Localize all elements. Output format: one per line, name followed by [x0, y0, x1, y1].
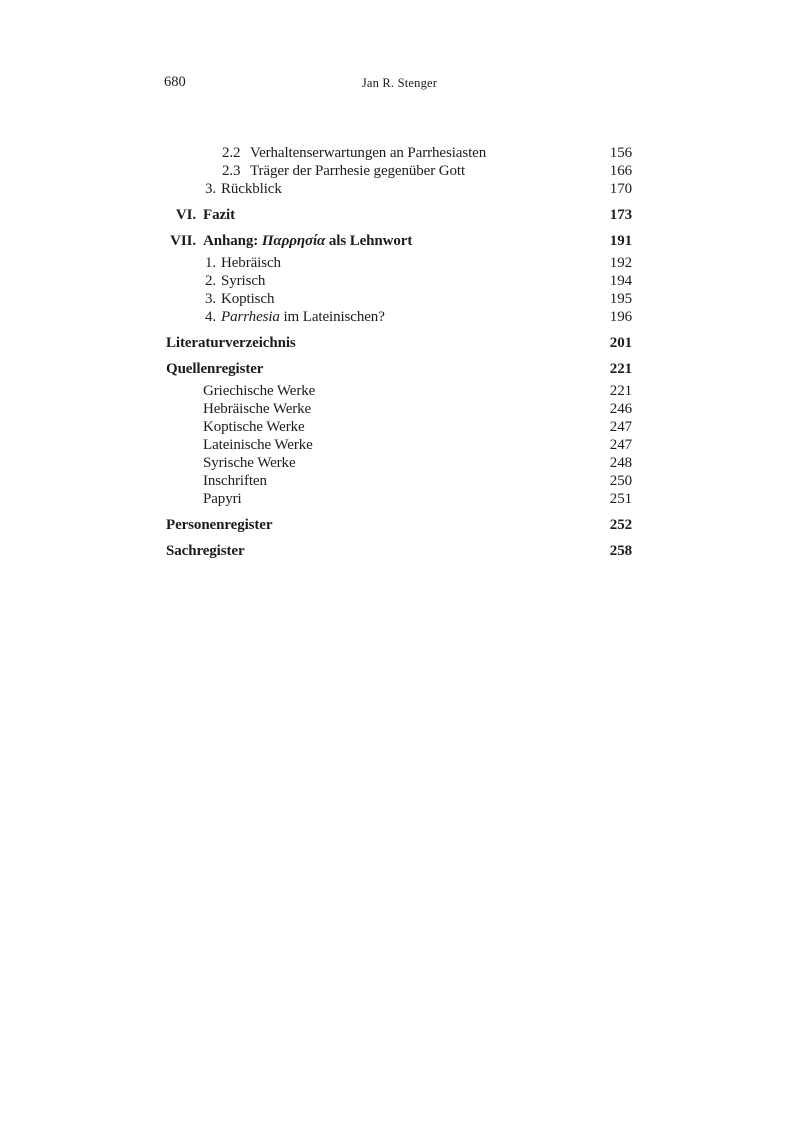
entry-page: 221	[609, 361, 632, 377]
entry-title-part: als Lehnwort	[325, 233, 413, 249]
entry-title: Hebräisch	[221, 255, 281, 271]
entry-title: Sachregister	[166, 543, 245, 559]
toc-entry	[166, 542, 632, 560]
entry-title	[203, 232, 412, 250]
toc-entry	[166, 254, 632, 272]
entry-page: 196	[609, 309, 632, 325]
entry-page: 201	[609, 335, 632, 351]
toc-entry	[166, 360, 632, 378]
toc-entry	[166, 436, 632, 454]
entry-title-part: im Lateinischen?	[279, 309, 385, 325]
entry-title	[221, 308, 385, 326]
entry-number: 2.2	[222, 145, 241, 161]
entry-title: Syrisch	[221, 273, 266, 289]
toc-entry	[166, 144, 632, 162]
toc-entry	[166, 400, 632, 418]
entry-page: 192	[609, 255, 632, 271]
entry-page: 221	[609, 383, 632, 399]
entry-page: 166	[609, 163, 632, 179]
entry-page: 258	[609, 543, 632, 559]
entry-number: VI.	[175, 207, 196, 223]
entry-page: 191	[609, 233, 632, 249]
entry-title: Literaturverzeichnis	[166, 335, 296, 351]
entry-title-part: Anhang:	[203, 233, 262, 249]
entry-page: 170	[609, 181, 632, 197]
toc-entry	[166, 472, 632, 490]
entry-number: 3.	[205, 291, 217, 307]
entry-page: 246	[609, 401, 632, 417]
entry-page: 173	[609, 207, 632, 223]
entry-number: 2.3	[222, 163, 241, 179]
entry-number: 4.	[205, 309, 217, 325]
entry-number: 2.	[205, 273, 217, 289]
entry-number: 1.	[205, 255, 217, 271]
entry-page: 247	[609, 419, 632, 435]
entry-page: 194	[609, 273, 632, 289]
toc-entry	[166, 290, 632, 308]
entry-page: 251	[609, 491, 632, 507]
toc-entry	[166, 516, 632, 534]
toc-entry	[166, 206, 632, 224]
entry-page: 250	[609, 473, 632, 489]
entry-title: Verhaltenserwartungen an Parrhesiasten	[250, 145, 487, 161]
entry-page: 247	[609, 437, 632, 453]
entry-title: Rückblick	[221, 181, 282, 197]
folio-page-number: 680	[164, 74, 186, 90]
entry-title: Personenregister	[166, 517, 273, 533]
entry-title: Fazit	[203, 207, 235, 223]
entry-number: 3.	[205, 181, 217, 197]
entry-page: 195	[609, 291, 632, 307]
toc-entry	[166, 490, 632, 508]
toc-entry	[166, 308, 632, 326]
entry-title: Quellenregister	[166, 361, 264, 377]
toc-entry	[166, 418, 632, 436]
entry-page: 248	[609, 455, 632, 471]
entry-page: 252	[609, 517, 632, 533]
greek-term: Παρρησία	[261, 233, 326, 249]
toc-entry	[166, 162, 632, 180]
italic-term: Parrhesia	[221, 309, 280, 325]
table-of-contents	[166, 144, 632, 560]
entry-number: VII.	[170, 233, 196, 249]
entry-title: Hebräische Werke	[203, 401, 312, 417]
toc-entry	[166, 382, 632, 400]
entry-title: Lateinische Werke	[203, 437, 313, 453]
toc-entry	[166, 334, 632, 352]
entry-title: Inschriften	[203, 473, 267, 489]
entry-title: Koptisch	[221, 291, 275, 307]
running-head: Jan R. Stenger	[361, 76, 438, 90]
entry-title: Syrische Werke	[203, 455, 296, 471]
page-header	[0, 73, 799, 91]
entry-title: Träger der Parrhesie gegenüber Gott	[250, 163, 466, 179]
entry-page: 156	[609, 145, 632, 161]
toc-entry	[166, 180, 632, 198]
toc-entry	[166, 272, 632, 290]
entry-title: Papyri	[203, 491, 242, 507]
entry-title: Koptische Werke	[203, 419, 305, 435]
toc-entry	[166, 232, 632, 250]
toc-entry	[166, 454, 632, 472]
entry-title: Griechische Werke	[203, 383, 316, 399]
